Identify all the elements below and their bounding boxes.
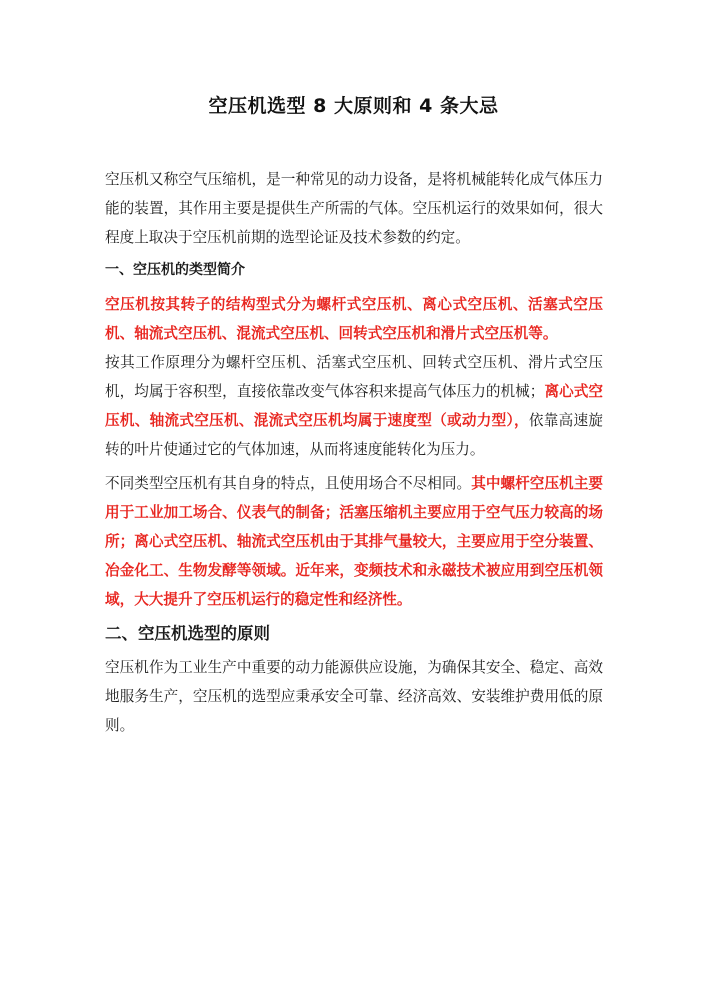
section1-p3-highlight: 其中螺杆空压机主要用于工业加工场合、仪表气的制备；活塞压缩机主要应用于空气压力较高的场所；离心式空压机、轴流式空压机由于其排气量较大，主要应用于空分装置、冶金化工、生物发酵等领域。近年来，变频技术和永磁技术被应用到空压机领域，大大提升了空压机运行的稳定性和经济性。 — [105, 475, 603, 608]
section1-paragraph-1 — [105, 290, 603, 348]
section1-paragraph-3 — [105, 469, 603, 614]
section1-p2-text-b: 依靠高速旋转的叶片使通过它的气体加速，从而将速度能转化为压力。 — [105, 412, 603, 458]
document-title: 空压机选型 8 大原则和 4 条大忌 — [208, 95, 499, 117]
section1-heading: 一、空压机的类型简介 — [105, 262, 245, 278]
document-body — [105, 165, 603, 740]
section1-p1-highlight: 空压机按其转子的结构型式分为螺杆式空压机、离心式空压机、活塞式空压机、轴流式空压机、混流式空压机、回转式空压机和滑片式空压机等。 — [105, 296, 603, 342]
section1-p2-highlight: 离心式空压机、轴流式空压机、混流式空压机均属于速度型（或动力型）， — [105, 383, 603, 429]
section2-heading: 二、空压机选型的原则 — [105, 624, 270, 643]
section1-paragraph-2 — [105, 348, 603, 464]
section1-p2-text-a: 按其工作原理分为螺杆空压机、活塞式空压机、回转式空压机、滑片式空压机，均属于容积型，直接依靠改变气体容积来提高气体压力的机械； — [105, 354, 603, 400]
intro-paragraph: 空压机又称空气压缩机，是一种常见的动力设备，是将机械能转化成气体压力能的装置，其作用主要是提供生产所需的气体。空压机运行的效果如何，很大程度上取决于空压机前期的选型论证及技术参数的约定。 — [105, 171, 603, 246]
section2-paragraph-1: 空压机作为工业生产中重要的动力能源供应设施，为确保其安全、稳定、高效地服务生产，空压机的选型应秉承安全可靠、经济高效、安装维护费用低的原则。 — [105, 659, 603, 734]
section1-p3-text: 不同类型空压机有其自身的特点，且使用场合不尽相同。 — [105, 475, 472, 492]
